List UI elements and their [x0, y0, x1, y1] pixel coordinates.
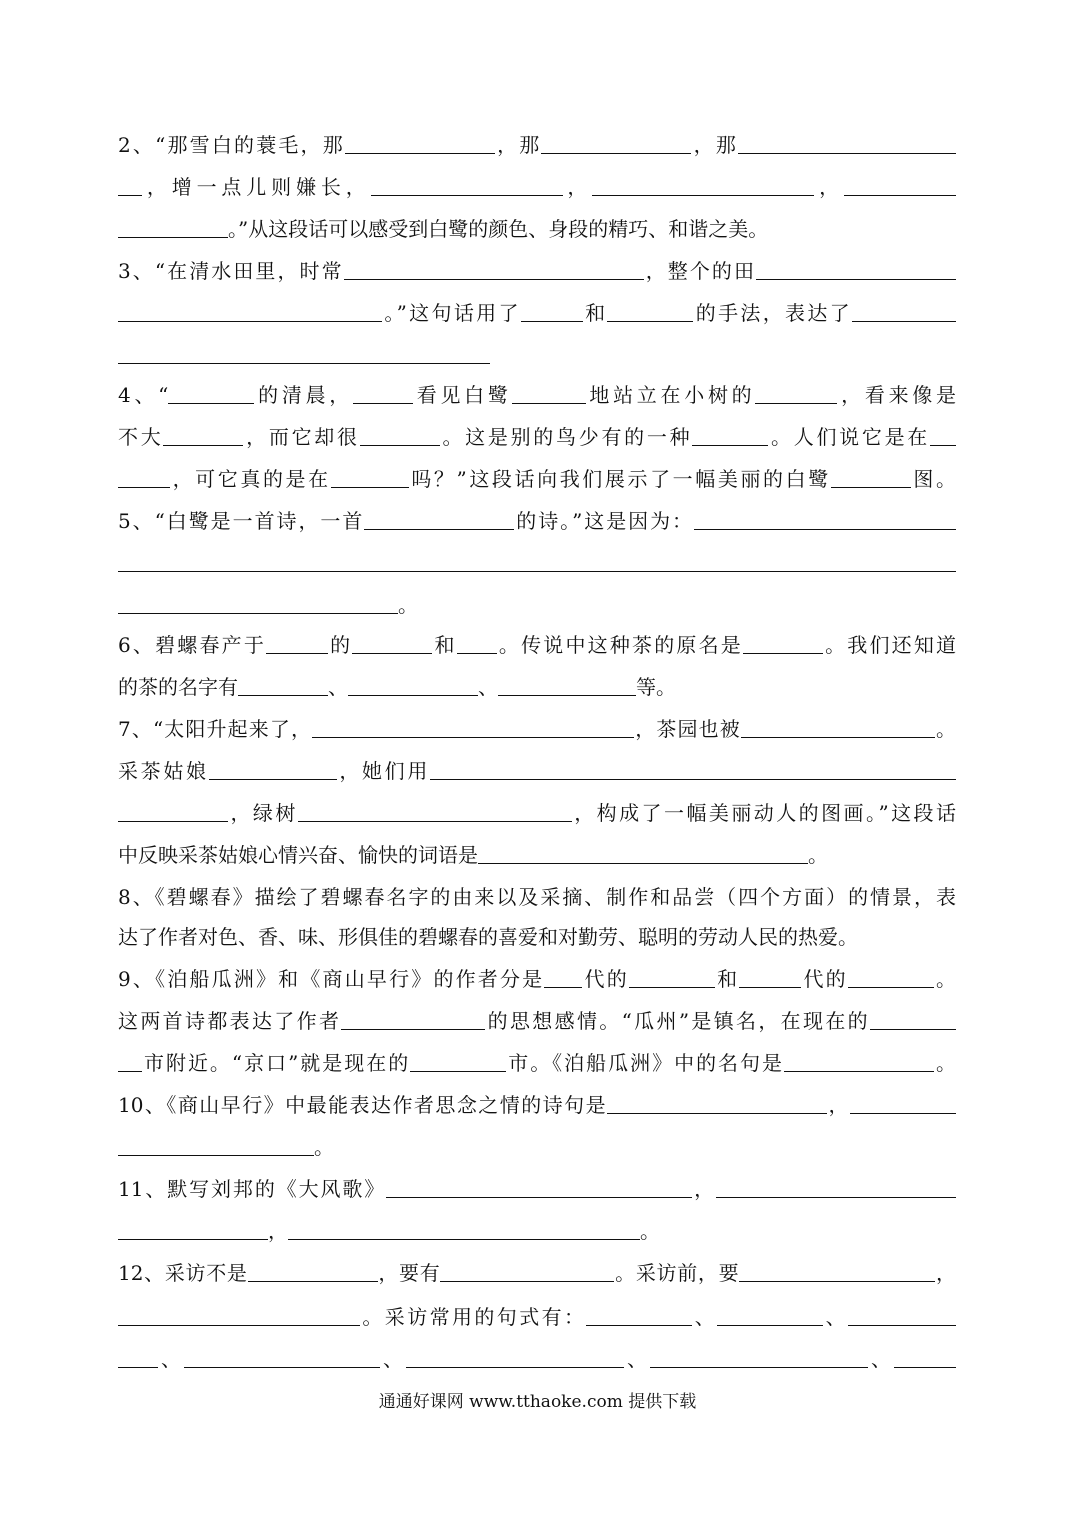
answer-blank[interactable]	[848, 963, 934, 988]
question-8-line-2: 达了作者对色、香、味、形俱佳的碧螺春的喜爱和对勤劳、聪明的劳动人民的热爱。	[118, 925, 858, 949]
answer-blank[interactable]	[743, 629, 823, 654]
answer-blank[interactable]	[298, 797, 572, 822]
question-5-line-1: 5、“白鹭是一首诗，一首 的诗。”这是因为：	[118, 500, 956, 542]
question-12-line-3: 、 、 、 、	[118, 1338, 956, 1380]
answer-blank[interactable]	[118, 339, 490, 364]
answer-blank[interactable]	[345, 129, 495, 154]
answer-blank[interactable]	[741, 713, 935, 738]
question-2-line-3: 。”从这段话可以感受到白鹭的颜色、身段的精巧、和谐之美。	[118, 208, 956, 250]
answer-blank[interactable]	[344, 255, 644, 280]
question-5-line-3: 。	[118, 584, 956, 626]
answer-blank[interactable]	[352, 629, 432, 654]
question-10-line-2: 。	[118, 1126, 956, 1168]
answer-blank[interactable]	[386, 1173, 692, 1198]
answer-blank[interactable]	[118, 1215, 268, 1240]
answer-blank[interactable]	[850, 1089, 956, 1114]
answer-blank[interactable]	[440, 1257, 614, 1282]
question-7-line-3: ，绿树 ，构成了一幅美丽动人的图画。”这段话	[118, 792, 956, 834]
answer-blank[interactable]	[457, 629, 497, 654]
answer-blank[interactable]	[831, 463, 911, 488]
answer-blank[interactable]	[756, 255, 956, 280]
question-4-line-3: ，可它真的是在 吗？”这段话向我们展示了一幅美丽的白鹭 图。	[118, 458, 956, 500]
answer-blank[interactable]	[341, 1005, 485, 1030]
answer-blank[interactable]	[844, 171, 956, 196]
question-6-line-1: 6、碧螺春产于 的 和 。传说中这种茶的原名是 。我们还知道	[118, 624, 956, 666]
answer-blank[interactable]	[894, 1343, 956, 1368]
answer-blank[interactable]	[209, 755, 337, 780]
question-9-line-1: 9、《泊船瓜洲》和《商山早行》的作者分是 代的 和 代的 。	[118, 958, 956, 1000]
question-7-line-2: 采茶姑娘 ，她们用	[118, 750, 956, 792]
answer-blank[interactable]	[870, 1005, 956, 1030]
answer-blank[interactable]	[586, 1301, 692, 1326]
answer-blank[interactable]	[238, 671, 328, 696]
answer-blank[interactable]	[163, 421, 243, 446]
answer-blank[interactable]	[248, 1257, 378, 1282]
answer-blank[interactable]	[848, 1301, 956, 1326]
answer-blank[interactable]	[738, 129, 956, 154]
answer-blank[interactable]	[184, 1343, 380, 1368]
answer-blank[interactable]	[544, 963, 582, 988]
answer-blank[interactable]	[592, 171, 814, 196]
answer-blank[interactable]	[739, 963, 801, 988]
question-3-line-3	[118, 334, 956, 376]
answer-blank[interactable]	[331, 463, 409, 488]
answer-blank[interactable]	[353, 379, 413, 404]
answer-blank[interactable]	[118, 1047, 142, 1072]
answer-blank[interactable]	[360, 421, 440, 446]
answer-blank[interactable]	[118, 1131, 314, 1156]
answer-blank[interactable]	[410, 1047, 506, 1072]
answer-blank[interactable]	[312, 713, 634, 738]
answer-blank[interactable]	[478, 839, 808, 864]
answer-blank[interactable]	[118, 797, 228, 822]
answer-blank[interactable]	[692, 421, 768, 446]
answer-blank[interactable]	[755, 379, 837, 404]
answer-blank[interactable]	[650, 1343, 868, 1368]
answer-blank[interactable]	[541, 129, 691, 154]
answer-blank[interactable]	[364, 505, 514, 530]
answer-blank[interactable]	[717, 1301, 823, 1326]
question-2-line-2: ，增一点儿则嫌长， ， ，	[118, 166, 956, 208]
answer-blank[interactable]	[118, 463, 170, 488]
question-4-line-2: 不大 ，而它却很 。这是别的鸟少有的一种 。人们说它是在	[118, 416, 956, 458]
answer-blank[interactable]	[739, 1257, 935, 1282]
answer-blank[interactable]	[406, 1343, 624, 1368]
answer-blank[interactable]	[521, 297, 583, 322]
question-11-line-2: ， 。	[118, 1210, 956, 1252]
question-3-line-2: 。”这句话用了 和 的手法，表达了	[118, 292, 956, 334]
answer-blank[interactable]	[168, 379, 254, 404]
answer-blank[interactable]	[607, 1089, 827, 1114]
answer-blank[interactable]	[118, 589, 398, 614]
question-3-line-1: 3、“在清水田里，时常 ，整个的田	[118, 250, 956, 292]
question-7-line-1: 7、“太阳升起来了， ，茶园也被 。	[118, 708, 956, 750]
answer-blank[interactable]	[118, 1301, 360, 1326]
answer-blank[interactable]	[784, 1047, 934, 1072]
answer-blank[interactable]	[118, 1343, 158, 1368]
answer-blank[interactable]	[266, 629, 328, 654]
question-7-line-4: 中反映采茶姑娘心情兴奋、愉快的词语是 。	[118, 834, 956, 876]
answer-blank[interactable]	[512, 379, 586, 404]
answer-blank[interactable]	[694, 505, 956, 530]
question-5-line-2	[118, 542, 956, 584]
question-2-line-1: 2、“那雪白的蓑毛，那 ，那 ，那	[118, 124, 956, 166]
answer-blank[interactable]	[498, 671, 636, 696]
answer-blank[interactable]	[118, 171, 142, 196]
question-8-line-1: 8、《碧螺春》描绘了碧螺春名字的由来以及采摘、制作和品尝（四个方面）的情景，表	[118, 885, 956, 909]
question-6-line-2: 的茶的名字有 、 、 等。	[118, 666, 956, 708]
answer-blank[interactable]	[118, 297, 382, 322]
answer-blank[interactable]	[852, 297, 956, 322]
question-11-line-1: 11、默写刘邦的《大风歌》 ，	[118, 1168, 956, 1210]
answer-blank[interactable]	[348, 671, 478, 696]
answer-blank[interactable]	[118, 213, 228, 238]
answer-blank[interactable]	[607, 297, 693, 322]
question-9-line-3: 市附近。“京口”就是现在的 市。《泊船瓜洲》中的名句是 。	[118, 1042, 956, 1084]
answer-blank[interactable]	[430, 755, 956, 780]
answer-blank[interactable]	[930, 421, 956, 446]
answer-blank[interactable]	[716, 1173, 956, 1198]
page-footer: 通通好课网 www.tthaoke.com 提供下载	[378, 1392, 697, 1412]
question-12-line-2: 。采访常用的句式有： 、 、	[118, 1296, 956, 1338]
answer-blank[interactable]	[118, 547, 956, 572]
question-4-line-1: 4、“ 的清晨， 看见白鹭 地站立在小树的 ，看来像是	[118, 374, 956, 416]
question-12-line-1: 12、采访不是 ，要有 。采访前，要 ，	[118, 1252, 956, 1294]
question-9-line-2: 这两首诗都表达了作者 的思想感情。“瓜州”是镇名，在现在的	[118, 1000, 956, 1042]
answer-blank[interactable]	[288, 1215, 640, 1240]
answer-blank[interactable]	[629, 963, 715, 988]
question-10-line-1: 10、《商山早行》中最能表达作者思念之情的诗句是 ，	[118, 1084, 956, 1126]
answer-blank[interactable]	[371, 171, 563, 196]
